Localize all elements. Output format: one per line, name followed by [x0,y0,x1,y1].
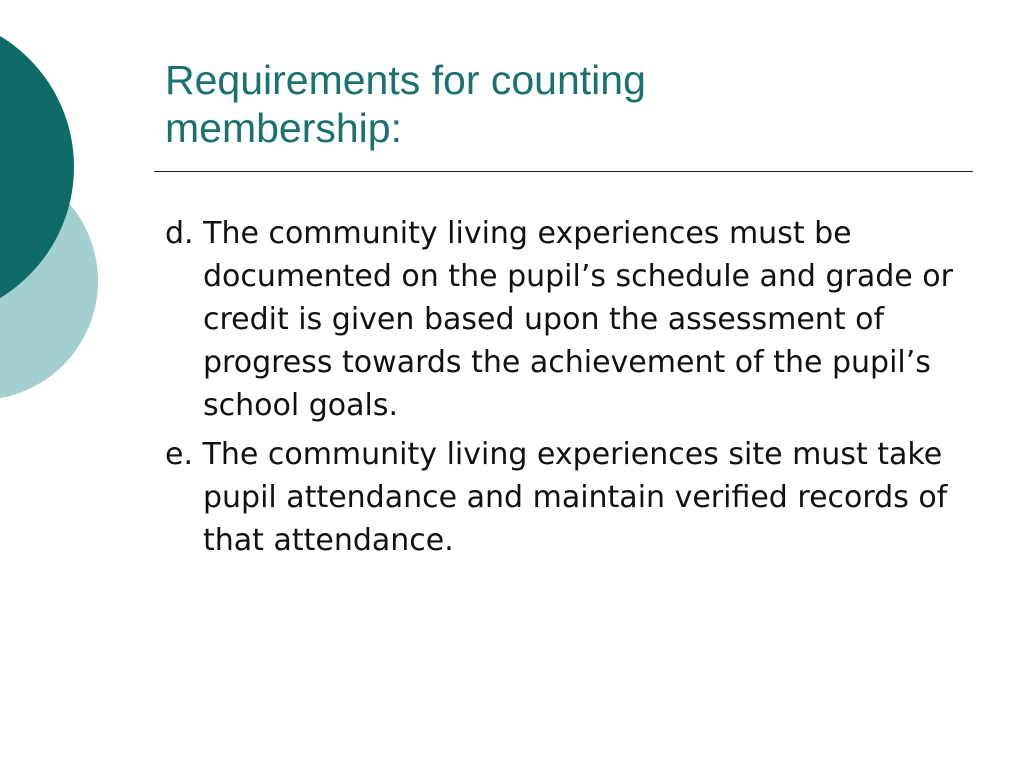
body-list [165,212,985,568]
slide-title-line-2: membership: [165,105,402,151]
list-item-d: d. The community living experiences must be documented on the pupil’s schedule and grade or credit is given based upon the assessment of progress towards the achievement of the pupil’s school goals. [165,216,953,423]
slide-title-line-1: Requirements for counting [165,57,646,103]
slide-title [165,56,965,152]
list-item-e: e. The community living experiences site must take pupil attendance and maintain verified records of that attendance. [165,437,948,558]
title-divider [154,171,973,172]
